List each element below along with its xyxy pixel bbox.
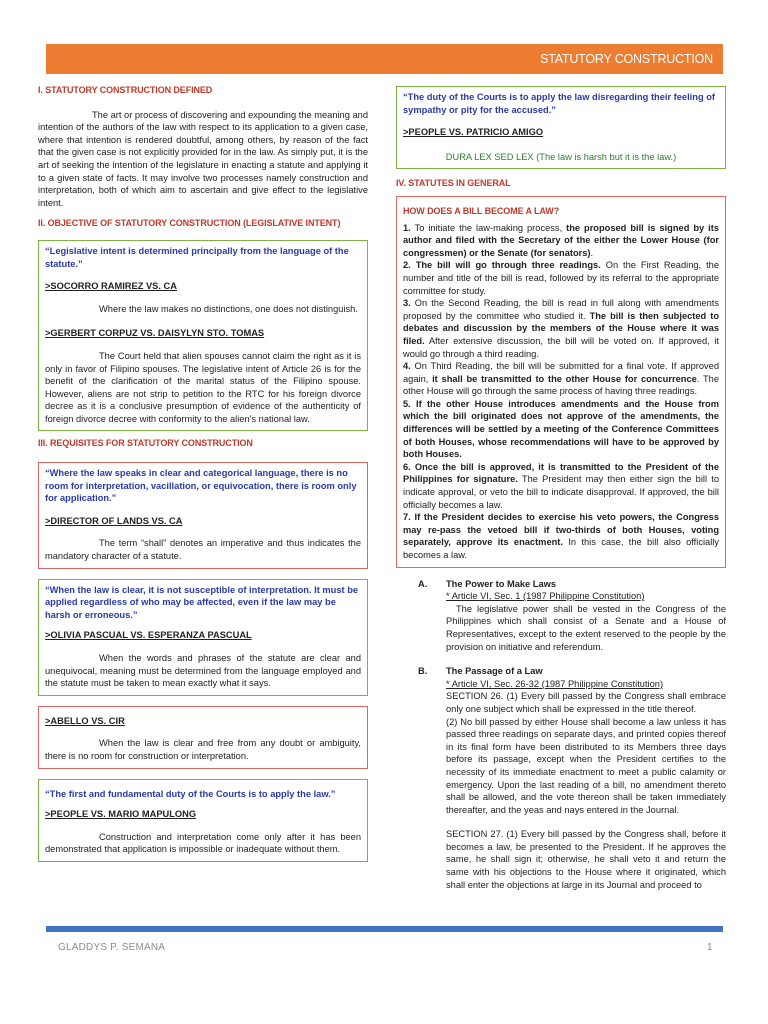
constitution-reference: * Article VI, Sec. 1 (1987 Philippine Constitution)	[446, 591, 645, 602]
subsection-title: The Passage of a Law	[446, 666, 543, 677]
case-summary: The term “shall” denotes an imperative and thus indicates the mandatory character of a statute.	[45, 538, 361, 562]
bill-process-heading: HOW DOES A BILL BECOME A LAW?	[403, 205, 560, 216]
case-name: >PEOPLE VS. MARIO MAPULONG	[45, 809, 197, 820]
definition-paragraph: The art or process of discovering and expounding the meaning and intention of the authors of the law with respect to its application to a given case, where that intention is rendered doubtful, among others, by reason of the fact that the given case is not explicitly provided for in the law. As simply put, it is the art of seeking the intention of the legislature in enacting a statute and applying it to a given state of facts. It may involve two processes namely construction and interpretation, both of which aim to ascertain and give effect to the legislative intent.	[38, 109, 368, 208]
subsection-text: The legislative power shall be vested in the Congress of the Philippines which shall consist of a Senate and a House of Representatives, except to the extent reserved to the people by the provision on initiative and referendum.	[446, 603, 726, 652]
subsection-title: The Power to Make Laws	[446, 578, 557, 589]
case-summary: The Court held that alien spouses cannot claim the right as it is only in favor of Filipino spouses. The legislative intent of Article 26 is for the benefit of the clarification of the marital status of the Filipino spouse. However, aliens are not strip to petition to the RTC for his foreign divorce decree as it is a conclusive presumption of evidence of the authenticity of foreign divorce decree with conformity to the alien's national law.	[45, 350, 361, 424]
constitution-reference: * Article VI, Sec. 26-32 (1987 Philippine Constitution)	[446, 678, 664, 689]
case-summary: When the words and phrases of the statute are clear and unequivocal, meaning must be determined from the language employed and the statute must be taken to mean exactly what it says.	[45, 653, 361, 689]
case-summary: Construction and interpretation come only after it has been demonstrated that application is impossible or inadequate without them.	[45, 831, 361, 855]
bill-step: 3. On the Second Reading, the bill is read in full along with amendments proposed by the committee who studied it. The bill is then subjected to debates and discussion by the members of the House where it was filed. After extensive discussion, the bill will be voted on. If approved, it would go through a third reading.	[403, 298, 719, 359]
case-box-legislative-intent	[38, 240, 368, 432]
case-summary: When the law is clear and free from any doubt or ambiguity, there is no room for construction or interpretation.	[45, 738, 361, 761]
case-name: >ABELLO VS. CIR	[45, 715, 125, 726]
page-number: 1	[707, 942, 713, 953]
bill-step: 1. To initiate the law-making process, the proposed bill is signed by its author and filed with the Secretary of the either the Lower House (for congressmen) or the Senate (for senators).	[403, 222, 719, 258]
subsection-letter: A.	[418, 578, 428, 589]
doctrine-quote: “When the law is clear, it is not susceptible of interpretation. It must be applied regardless of who may be affected, even if the law may be harsh or erroneous.”	[45, 584, 359, 620]
author-name: GLADDYS P. SEMANA	[58, 942, 166, 953]
header-bar	[46, 44, 723, 74]
section-heading-objective: II. OBJECTIVE OF STATUTORY CONSTRUCTION (LEGISLATIVE INTENT)	[38, 218, 341, 229]
bill-process-box	[396, 196, 726, 568]
case-box-clear-law	[38, 579, 368, 696]
case-name: >SOCORRO RAMIREZ VS. CA	[45, 281, 177, 292]
bill-step: 5. If the other House introduces amendments and the House from which the bill originated does not approve of the amendments, the differences will be settled by a meeting of the Conference Committees of both Houses, whose recommendations will have to be approved by both Houses.	[403, 398, 719, 460]
case-summary: Where the law makes no distinctions, one does not distinguish.	[99, 303, 358, 314]
subsection-text: SECTION 27. (1) Every bill passed by the Congress shall, before it becomes a law, be presented to the President. If he approves the same, he shall sign it; otherwise, he shall veto it and return the same with his objections to the House where it originated, which shall enter the objections at large in its Journal and proceed to	[446, 829, 726, 890]
bill-step: 6. Once the bill is approved, it is transmitted to the President of the Philippines for signature. The President may then either sign the bill to indicate approval, or veto the bill to indicate disapproval. If approved, the bill officially becomes a law.	[403, 461, 719, 510]
case-name: >OLIVIA PASCUAL VS. ESPERANZA PASCUAL	[45, 630, 252, 641]
right-column	[396, 86, 726, 891]
legal-maxim: DURA LEX SED LEX (The law is harsh but it is the law.)	[445, 151, 677, 162]
bill-step: 4. On Third Reading, the bill will be submitted for a final vote. If approved again, it shall be transmitted to the other House for concurrence. The other House will go through the same process of having three readings.	[403, 361, 719, 397]
subsection-power-to-make-laws	[396, 578, 726, 654]
case-name: >GERBERT CORPUZ VS. DAISYLYN STO. TOMAS	[45, 328, 265, 339]
section-heading-statutes: IV. STATUTES IN GENERAL	[396, 178, 511, 189]
case-name: >DIRECTOR OF LANDS VS. CA	[45, 515, 183, 526]
document-title: STATUTORY CONSTRUCTION	[540, 52, 713, 66]
case-box-clear-language	[38, 462, 368, 569]
bill-step: 7. If the President decides to exercise his veto powers, the Congress may re-pass the vetoed bill if two-thirds of both Houses, voting separately, approve its enactment. In this case, the bill also officially becomes a law.	[403, 512, 719, 560]
subsection-letter: B.	[418, 666, 428, 677]
case-box-fundamental-duty	[38, 779, 368, 862]
section-heading-requisites: III. REQUISITES FOR STATUTORY CONSTRUCTION	[38, 438, 253, 449]
subsection-passage-of-law	[396, 665, 726, 891]
case-box-duty-of-courts	[396, 86, 726, 169]
footer-divider	[46, 926, 723, 932]
doctrine-quote: “The first and fundamental duty of the Courts is to apply the law.”	[45, 788, 336, 799]
subsection-text: SECTION 26. (1) Every bill passed by the Congress shall embrace only one subject which shall be expressed in the title thereof.	[446, 691, 726, 714]
case-box-abello	[38, 706, 368, 769]
doctrine-quote: “The duty of the Courts is to apply the law disregarding their feeling of sympathy or pity for the accused.”	[403, 92, 715, 115]
left-column	[38, 84, 368, 862]
doctrine-quote: “Legislative intent is determined principally from the language of the statute.”	[45, 245, 349, 269]
section-heading-definition: I. STATUTORY CONSTRUCTION DEFINED	[38, 85, 213, 95]
bill-step: 2. The bill will go through three readings. On the First Reading, the number and title of the bill is read, followed by its referral to the appropriate committee for study.	[403, 260, 719, 296]
subsection-text: (2) No bill passed by either House shall become a law unless it has passed three readings on separate days, and printed copies thereof in its final form have been distributed to its Members three days before its passage, except when the President certifies to the necessity of its immediate enactment to meet a public calamity or emergency. Upon the last reading of a bill, no amendment thereto shall be allowed, and the vote thereon shall be taken immediately thereafter, and the yeas and nays entered in the Journal.	[446, 716, 726, 815]
case-name: >PEOPLE VS. PATRICIO AMIGO	[403, 127, 544, 138]
doctrine-quote: “Where the law speaks in clear and categorical language, there is no room for interpretation, vacillation, or equivocation, there is room only for application.”	[45, 468, 357, 504]
